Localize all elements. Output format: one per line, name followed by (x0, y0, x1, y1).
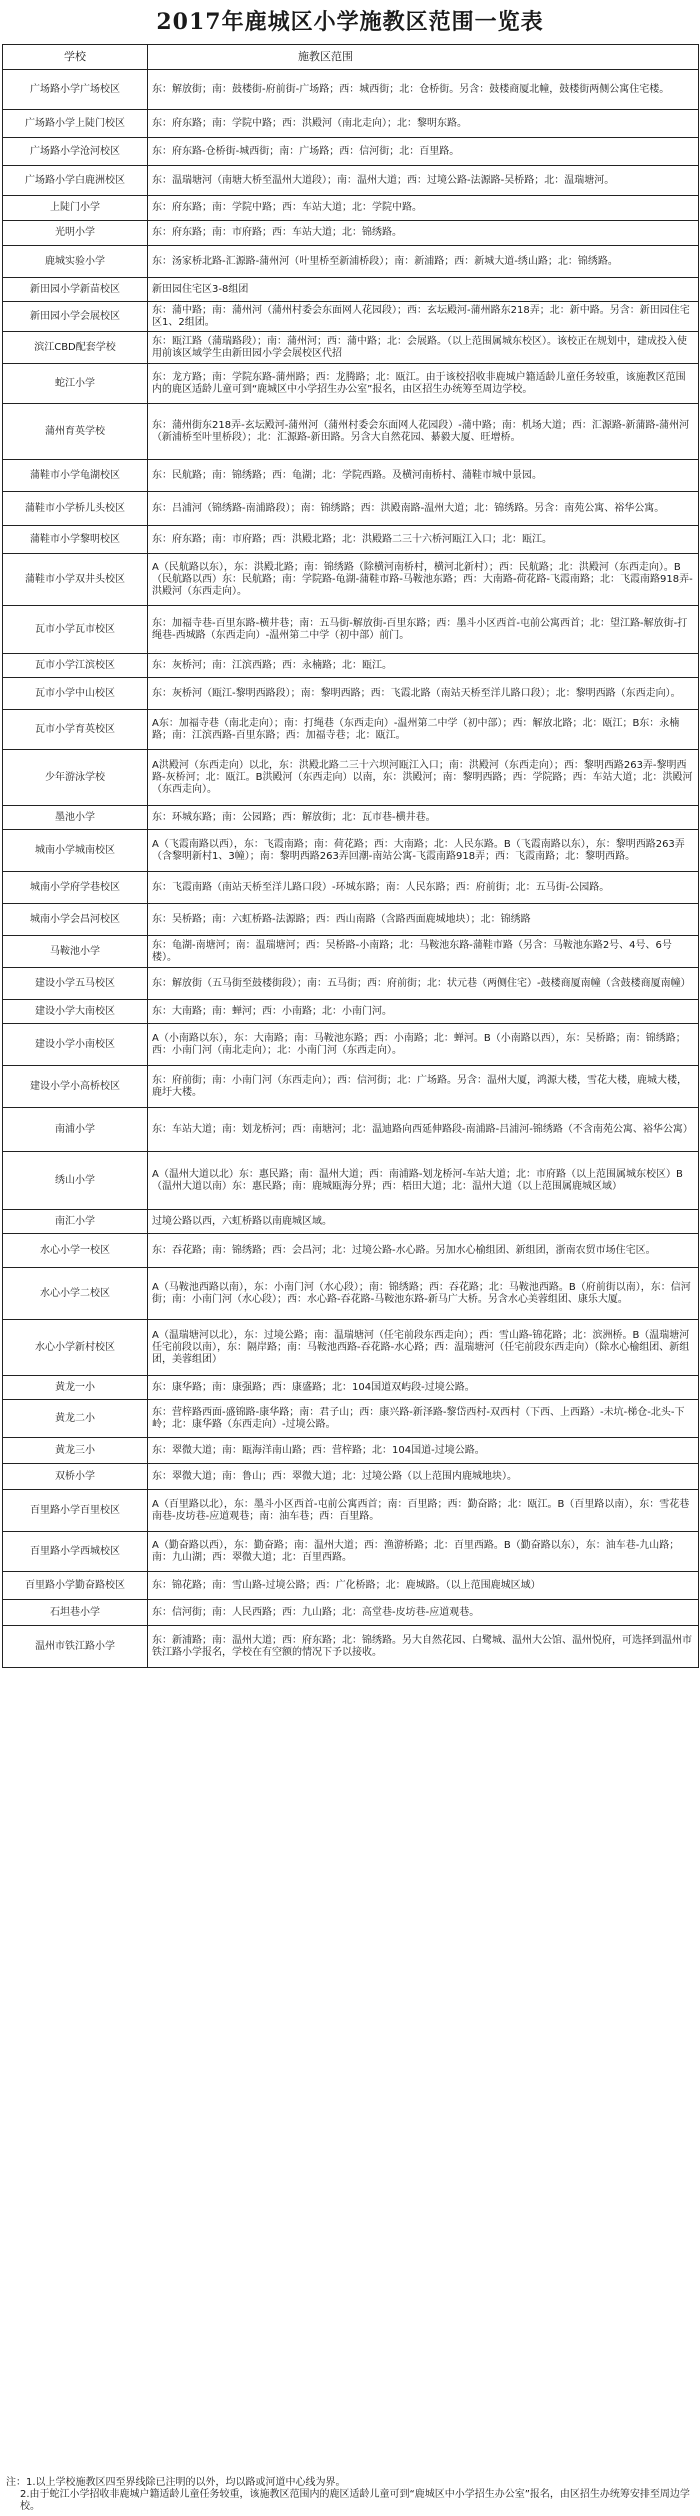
zone-range: 东：龙方路；南：学院东路-蒲州路；西：龙腾路；北：瓯江。由于该校招收非鹿城户籍适龄儿童任务较重，该施教区范围内的鹿区适龄儿童可到“鹿城区中小学招生办公室”报名，由区招生办统筹至周边学校。 (148, 364, 699, 404)
table-row (3, 404, 699, 460)
school-name: 新田园小学会展校区 (3, 302, 148, 332)
school-name: 水心小学新村校区 (3, 1320, 148, 1376)
zone-range: 东：解放街；南：鼓楼街-府前街-广场路；西：城西街；北：仓桥街。另含：鼓楼商厦北幢，鼓楼街两侧公寓住宅楼。 (148, 70, 699, 110)
school-name: 城南小学会昌河校区 (3, 904, 148, 936)
zone-range: 东：民航路；南：锦绣路；西：龟湖；北：学院西路。及横河南桥村、蒲鞋市城中景园。 (148, 460, 699, 492)
school-name: 建设小学小南校区 (3, 1024, 148, 1066)
zone-range: A（温州大道以北）东：惠民路；南：温州大道；西：南浦路-划龙桥河-车站大道；北：市府路（以上范围属城东校区）B（温州大道以南）东：惠民路；南：鹿城瓯海分界；西：梧田大道；北：温州大道（以上范围属鹿城区域） (148, 1152, 699, 1210)
table-row (3, 1268, 699, 1320)
zone-range: 东：翠微大道；南：瓯海洋南山路；西：营梓路；北：104国道-过境公路。 (148, 1438, 699, 1464)
zone-range: 东：温瑞塘河（南塘大桥至温州大道段）；南：温州大道；西：过境公路-法源路-吴桥路；北：温瑞塘河。 (148, 166, 699, 196)
table-row (3, 138, 699, 166)
zone-range: 东：灰桥河（瓯江-黎明西路段）；南：黎明西路；西：飞霞北路（南站天桥至洋儿路口段）；北：黎明西路（东西走向）。 (148, 678, 699, 710)
school-name: 水心小学二校区 (3, 1268, 148, 1320)
school-name: 鹿城实验小学 (3, 246, 148, 278)
table-row (3, 904, 699, 936)
school-name: 百里路小学西城校区 (3, 1532, 148, 1572)
table-row (3, 1464, 699, 1490)
table-row (3, 166, 699, 196)
table-row (3, 302, 699, 332)
zone-range: 东：府东路-仓桥街-城西街；南：广场路；西：信河街；北：百里路。 (148, 138, 699, 166)
table-row (3, 654, 699, 678)
zone-range: 东：康华路；南：康强路；西：康盛路；北：104国道双屿段-过境公路。 (148, 1376, 699, 1400)
zone-range: A（勤奋路以西），东：勤奋路；南：温州大道；西：渔游桥路；北：百里西路。B（勤奋路以东），东：油车巷-九山路；南：九山湖；西：翠微大道；北：百里西路。 (148, 1532, 699, 1572)
table-row (3, 1234, 699, 1268)
school-name: 光明小学 (3, 221, 148, 246)
notes (0, 2477, 700, 2513)
school-name: 黄龙三小 (3, 1438, 148, 1464)
table-row (3, 1000, 699, 1024)
table-row (3, 678, 699, 710)
zone-range: 过境公路以西，六虹桥路以南鹿城区域。 (148, 1210, 699, 1234)
school-name: 瓦市小学江滨校区 (3, 654, 148, 678)
school-name: 城南小学府学巷校区 (3, 872, 148, 904)
zone-range: 东：汤家桥北路-汇源路-蒲州河（叶里桥至新浦桥段）；南：新浦路；西：新城大道-绣山路；北：锦绣路。 (148, 246, 699, 278)
table-row (3, 1320, 699, 1376)
zone-range: A（飞霞南路以西），东：飞霞南路；南：荷花路；西：大南路；北：人民东路。B（飞霞南路以东），东：黎明西路263弄（含黎明新村1、3幢）；南：黎明西路263弄回潮-南站公寓-飞霞南路918弄；西：飞霞南路；北：黎明西路。 (148, 830, 699, 872)
school-name: 瓦市小学育英校区 (3, 710, 148, 750)
header-school: 学校 (3, 45, 148, 70)
table-row (3, 1066, 699, 1108)
zone-range: 新田园住宅区3-8组团 (148, 278, 699, 302)
school-name: 建设小学小高桥校区 (3, 1066, 148, 1108)
zone-range: 东：府东路；南：学院中路；西：车站大道；北：学院中路。 (148, 196, 699, 221)
school-name: 黄龙一小 (3, 1376, 148, 1400)
table-row (3, 526, 699, 554)
table-row (3, 606, 699, 654)
table-row (3, 1626, 699, 1668)
note-1: 注：1.以上学校施教区四至界线除已注明的以外，均以路或河道中心线为界。 (6, 2477, 346, 2488)
zone-range: 东：大南路；南：蝉河；西：小南路；北：小南门河。 (148, 1000, 699, 1024)
school-name: 广场路小学上陡门校区 (3, 110, 148, 138)
school-name: 墨池小学 (3, 806, 148, 830)
school-name: 瓦市小学瓦市校区 (3, 606, 148, 654)
table-row (3, 221, 699, 246)
school-name: 绣山小学 (3, 1152, 148, 1210)
school-name: 新田园小学新苗校区 (3, 278, 148, 302)
table-row (3, 830, 699, 872)
school-name: 瓦市小学中山校区 (3, 678, 148, 710)
table-row (3, 554, 699, 606)
zone-range: 东：府前街；南：小南门河（东西走向）；西：信河街；北：广场路。另含：温州大厦，鸿源大楼，雪花大楼，鹿城大楼，鹿圩大楼。 (148, 1066, 699, 1108)
table-row (3, 806, 699, 830)
zone-range: 东：解放街（五马街至鼓楼街段）；南：五马街；西：府前街；北：状元巷（两侧住宅）-鼓楼商厦南幢（含鼓楼商厦南幢） (148, 968, 699, 1000)
school-name: 少年游泳学校 (3, 750, 148, 806)
school-name: 广场路小学广场校区 (3, 70, 148, 110)
zone-range: 东：飞霞南路（南站天桥至洋儿路口段）-环城东路；南：人民东路；西：府前街；北：五马街-公园路。 (148, 872, 699, 904)
table-row (3, 1376, 699, 1400)
school-name: 南浦小学 (3, 1108, 148, 1152)
table-row (3, 710, 699, 750)
table-row (3, 750, 699, 806)
school-name: 黄龙二小 (3, 1400, 148, 1438)
school-name: 蒲鞋市小学黎明校区 (3, 526, 148, 554)
school-name: 蒲鞋市小学桥儿头校区 (3, 492, 148, 526)
zone-range: A东：加福寺巷（南北走向）；南：打绳巷（东西走向）-温州第二中学（初中部）；西：解放北路；北：瓯江；B东：永楠路；南：江滨西路-百里东路；西：加福寺巷；北：瓯江。 (148, 710, 699, 750)
zone-range: 东：蒲中路；南：蒲州河（蒲州村委会东面网人花园段）；西：玄坛殿河-蒲州路东218弄；北：新中路。另含：新田园住宅区1、2组团。 (148, 302, 699, 332)
note-2: 2.由于蛇江小学招收非鹿城户籍适龄儿童任务较重，该施教区范围内的鹿区适龄儿童可到“鹿城区中小学招生办公室”报名，由区招生办统筹安排至周边学校。 (20, 2489, 690, 2512)
school-name: 石坦巷小学 (3, 1600, 148, 1626)
table-row (3, 332, 699, 364)
zone-range: A（温瑞塘河以北），东：过境公路；南：温瑞塘河（任宅前段东西走向）；西：雪山路-锦花路；北：滨洲桥。B（温瑞塘河任宅前段以南），东：隔岸路；南：马鞍池西路-吞花路-水心路；西：温瑞塘河（任宅前段东西走向）（除水心榆组团、新组团，美蓉组团） (148, 1320, 699, 1376)
school-name: 广场路小学白鹿洲校区 (3, 166, 148, 196)
table-row (3, 1108, 699, 1152)
table-row (3, 1210, 699, 1234)
school-name: 滨江CBD配套学校 (3, 332, 148, 364)
school-name: 蒲鞋市小学龟湖校区 (3, 460, 148, 492)
table-row (3, 196, 699, 221)
zone-range: 东：蒲州街东218弄-玄坛殿河-蒲州河（蒲州村委会东面网人花园段）-蒲中路；南：机场大道；西：汇源路-新蒲路-蒲州河（新浦桥至叶里桥段）；北：汇源路-新田路。另含大自然花园、綦毅大厦、旺增桥。 (148, 404, 699, 460)
school-name: 双桥小学 (3, 1464, 148, 1490)
school-name: 百里路小学百里校区 (3, 1490, 148, 1532)
table-row (3, 1532, 699, 1572)
school-name: 建设小学五马校区 (3, 968, 148, 1000)
school-name: 蒲州育英学校 (3, 404, 148, 460)
table-row (3, 1572, 699, 1600)
school-name: 百里路小学勤奋路校区 (3, 1572, 148, 1600)
table-row (3, 278, 699, 302)
school-zone-table (2, 44, 699, 1668)
zone-range: 东：环城东路；南：公园路；西：解放街；北：瓦市巷-横井巷。 (148, 806, 699, 830)
table-row (3, 1438, 699, 1464)
table-row (3, 70, 699, 110)
table-row (3, 1490, 699, 1532)
table-row (3, 1400, 699, 1438)
school-name: 蒲鞋市小学双井头校区 (3, 554, 148, 606)
table-row (3, 492, 699, 526)
zone-range: 东：龟湖-南塘河；南：温瑞塘河；西：吴桥路-小南路；北：马鞍池东路-蒲鞋市路（另含：马鞍池东路2号、4号、6号楼）。 (148, 936, 699, 968)
school-name: 广场路小学沧河校区 (3, 138, 148, 166)
zone-range: 东：吴桥路；南：六虹桥路-法源路；西：西山南路（含路西面鹿城地块）；北：锦绣路 (148, 904, 699, 936)
header-range: 施教区范围 (148, 45, 699, 70)
school-name: 南汇小学 (3, 1210, 148, 1234)
table-row (3, 936, 699, 968)
zone-range: 东：吞花路；南：锦绣路；西：会昌河；北：过境公路-水心路。另加水心榆组团、新组团，浙南农贸市场住宅区。 (148, 1234, 699, 1268)
zone-range: 东：府东路；南：市府路；西：洪殿北路；北：洪殿路二三十六桥河瓯江入口；北：瓯江。 (148, 526, 699, 554)
zone-range: 东：营梓路西面-盛锦路-康华路；南：君子山；西：康兴路-新泽路-黎岱西村-双西村（下西、上西路）-未坑-梯仓-北头-下岭；北：康华路（东西走向）-过境公路。 (148, 1400, 699, 1438)
table-body (3, 70, 699, 1668)
zone-range: A（小南路以东），东：大南路；南：马鞍池东路；西：小南路；北：蝉河。B（小南路以西），东：吴桥路；南：锦绣路；西：小南门河（南北走向）；北：小南门河（东西走向）。 (148, 1024, 699, 1066)
zone-range: A（民航路以东），东：洪殿北路；南：锦绣路（除横河南桥村，横河北新村）；西：民航路；北：洪殿河（东西走向）。B（民航路以西）东：民航路；南：学院路-龟湖-蒲鞋市路-马鞍池东路；西：大南路-荷花路-飞霞南路；北：飞霞南路918弄-洪殿河（东西走向）。 (148, 554, 699, 606)
zone-range: 东：府东路；南：学院中路；西：洪殿河（南北走向）；北：黎明东路。 (148, 110, 699, 138)
table-row (3, 872, 699, 904)
zone-range: 东：新浦路；南：温州大道；西：府东路；北：锦绣路。另大自然花园、白鹭城、温州大公馆、温州悦府，可选择到温州市铁江路小学报名，学校在有空额的情况下予以接收。 (148, 1626, 699, 1668)
table-row (3, 1600, 699, 1626)
table-row (3, 364, 699, 404)
table-row (3, 1152, 699, 1210)
school-name: 温州市铁江路小学 (3, 1626, 148, 1668)
zone-range: 东：加福寺巷-百里东路-横井巷；南：五马街-解放街-百里东路；西：墨斗小区西首-屯前公寓西首；北：望江路-解放街-打绳巷-西城路（东西走向）-温州第二中学（初中部）前门。 (148, 606, 699, 654)
school-name: 水心小学一校区 (3, 1234, 148, 1268)
school-name: 建设小学大南校区 (3, 1000, 148, 1024)
zone-range: 东：灰桥河；南：江滨西路；西：永楠路；北：瓯江。 (148, 654, 699, 678)
table-row (3, 1024, 699, 1066)
school-name: 上陡门小学 (3, 196, 148, 221)
zone-range: 东：吕浦河（锦绣路-南浦路段）；南：锦绣路；西：洪殿南路-温州大道；北：锦绣路。另含：南苑公寓、裕华公寓。 (148, 492, 699, 526)
zone-range: 东：锦花路；南：雪山路-过境公路；西：广化桥路；北：鹿城路。（以上范围鹿城区域） (148, 1572, 699, 1600)
table-row (3, 460, 699, 492)
table-header-row (3, 45, 699, 70)
zone-range: 东：信河街；南：人民西路；西：九山路；北：高堂巷-皮坊巷-应道观巷。 (148, 1600, 699, 1626)
zone-range: A（百里路以北），东：墨斗小区西首-屯前公寓西首；南：百里路；西：勤奋路；北：瓯江。B（百里路以南），东：雪花巷南巷-皮坊巷-应道观巷；南：油车巷；西：百里路。 (148, 1490, 699, 1532)
zone-range: A洪殿河（东西走向）以北，东：洪殿北路二三十六坝河瓯江入口；南：洪殿河（东西走向）；西：黎明西路263弄-黎明西路-灰桥河；北：瓯江。B洪殿河（东西走向）以南，东：洪殿河；南：黎明西路；西：学院路；西：车站大道；北：洪殿河（东西走向）。 (148, 750, 699, 806)
page-title: 2017年鹿城区小学施教区范围一览表 (156, 9, 544, 35)
school-name: 蛇江小学 (3, 364, 148, 404)
school-name: 马鞍池小学 (3, 936, 148, 968)
zone-range: 东：瓯江路（蒲瑞路段）；南：蒲州河；西：蒲中路；北：会展路。（以上范围属城东校区）。该校正在规划中，建成投入使用前该区域学生由新田园小学会展校区代招 (148, 332, 699, 364)
zone-range: 东：车站大道；南：划龙桥河；西：南塘河；北：温迪路向西延伸路段-南浦路-吕浦河-锦绣路（不含南苑公寓、裕华公寓） (148, 1108, 699, 1152)
zone-range: A（马鞍池西路以南），东：小南门河（水心段）；南：锦绣路；西：吞花路；北：马鞍池西路。B（府前街以南），东：信河街；南：小南门河（水心段）；西：水心路-吞花路-马鞍池东路-新马广大桥。另含水心美蓉组团、康乐大厦。 (148, 1268, 699, 1320)
table-row (3, 246, 699, 278)
school-name: 城南小学城南校区 (3, 830, 148, 872)
table-row (3, 110, 699, 138)
zone-range: 东：府东路；南：市府路；西：车站大道；北：锦绣路。 (148, 221, 699, 246)
zone-range: 东：翠微大道；南：鲁山；西：翠微大道；北：过境公路（以上范围内鹿城地块）。 (148, 1464, 699, 1490)
table-row (3, 968, 699, 1000)
